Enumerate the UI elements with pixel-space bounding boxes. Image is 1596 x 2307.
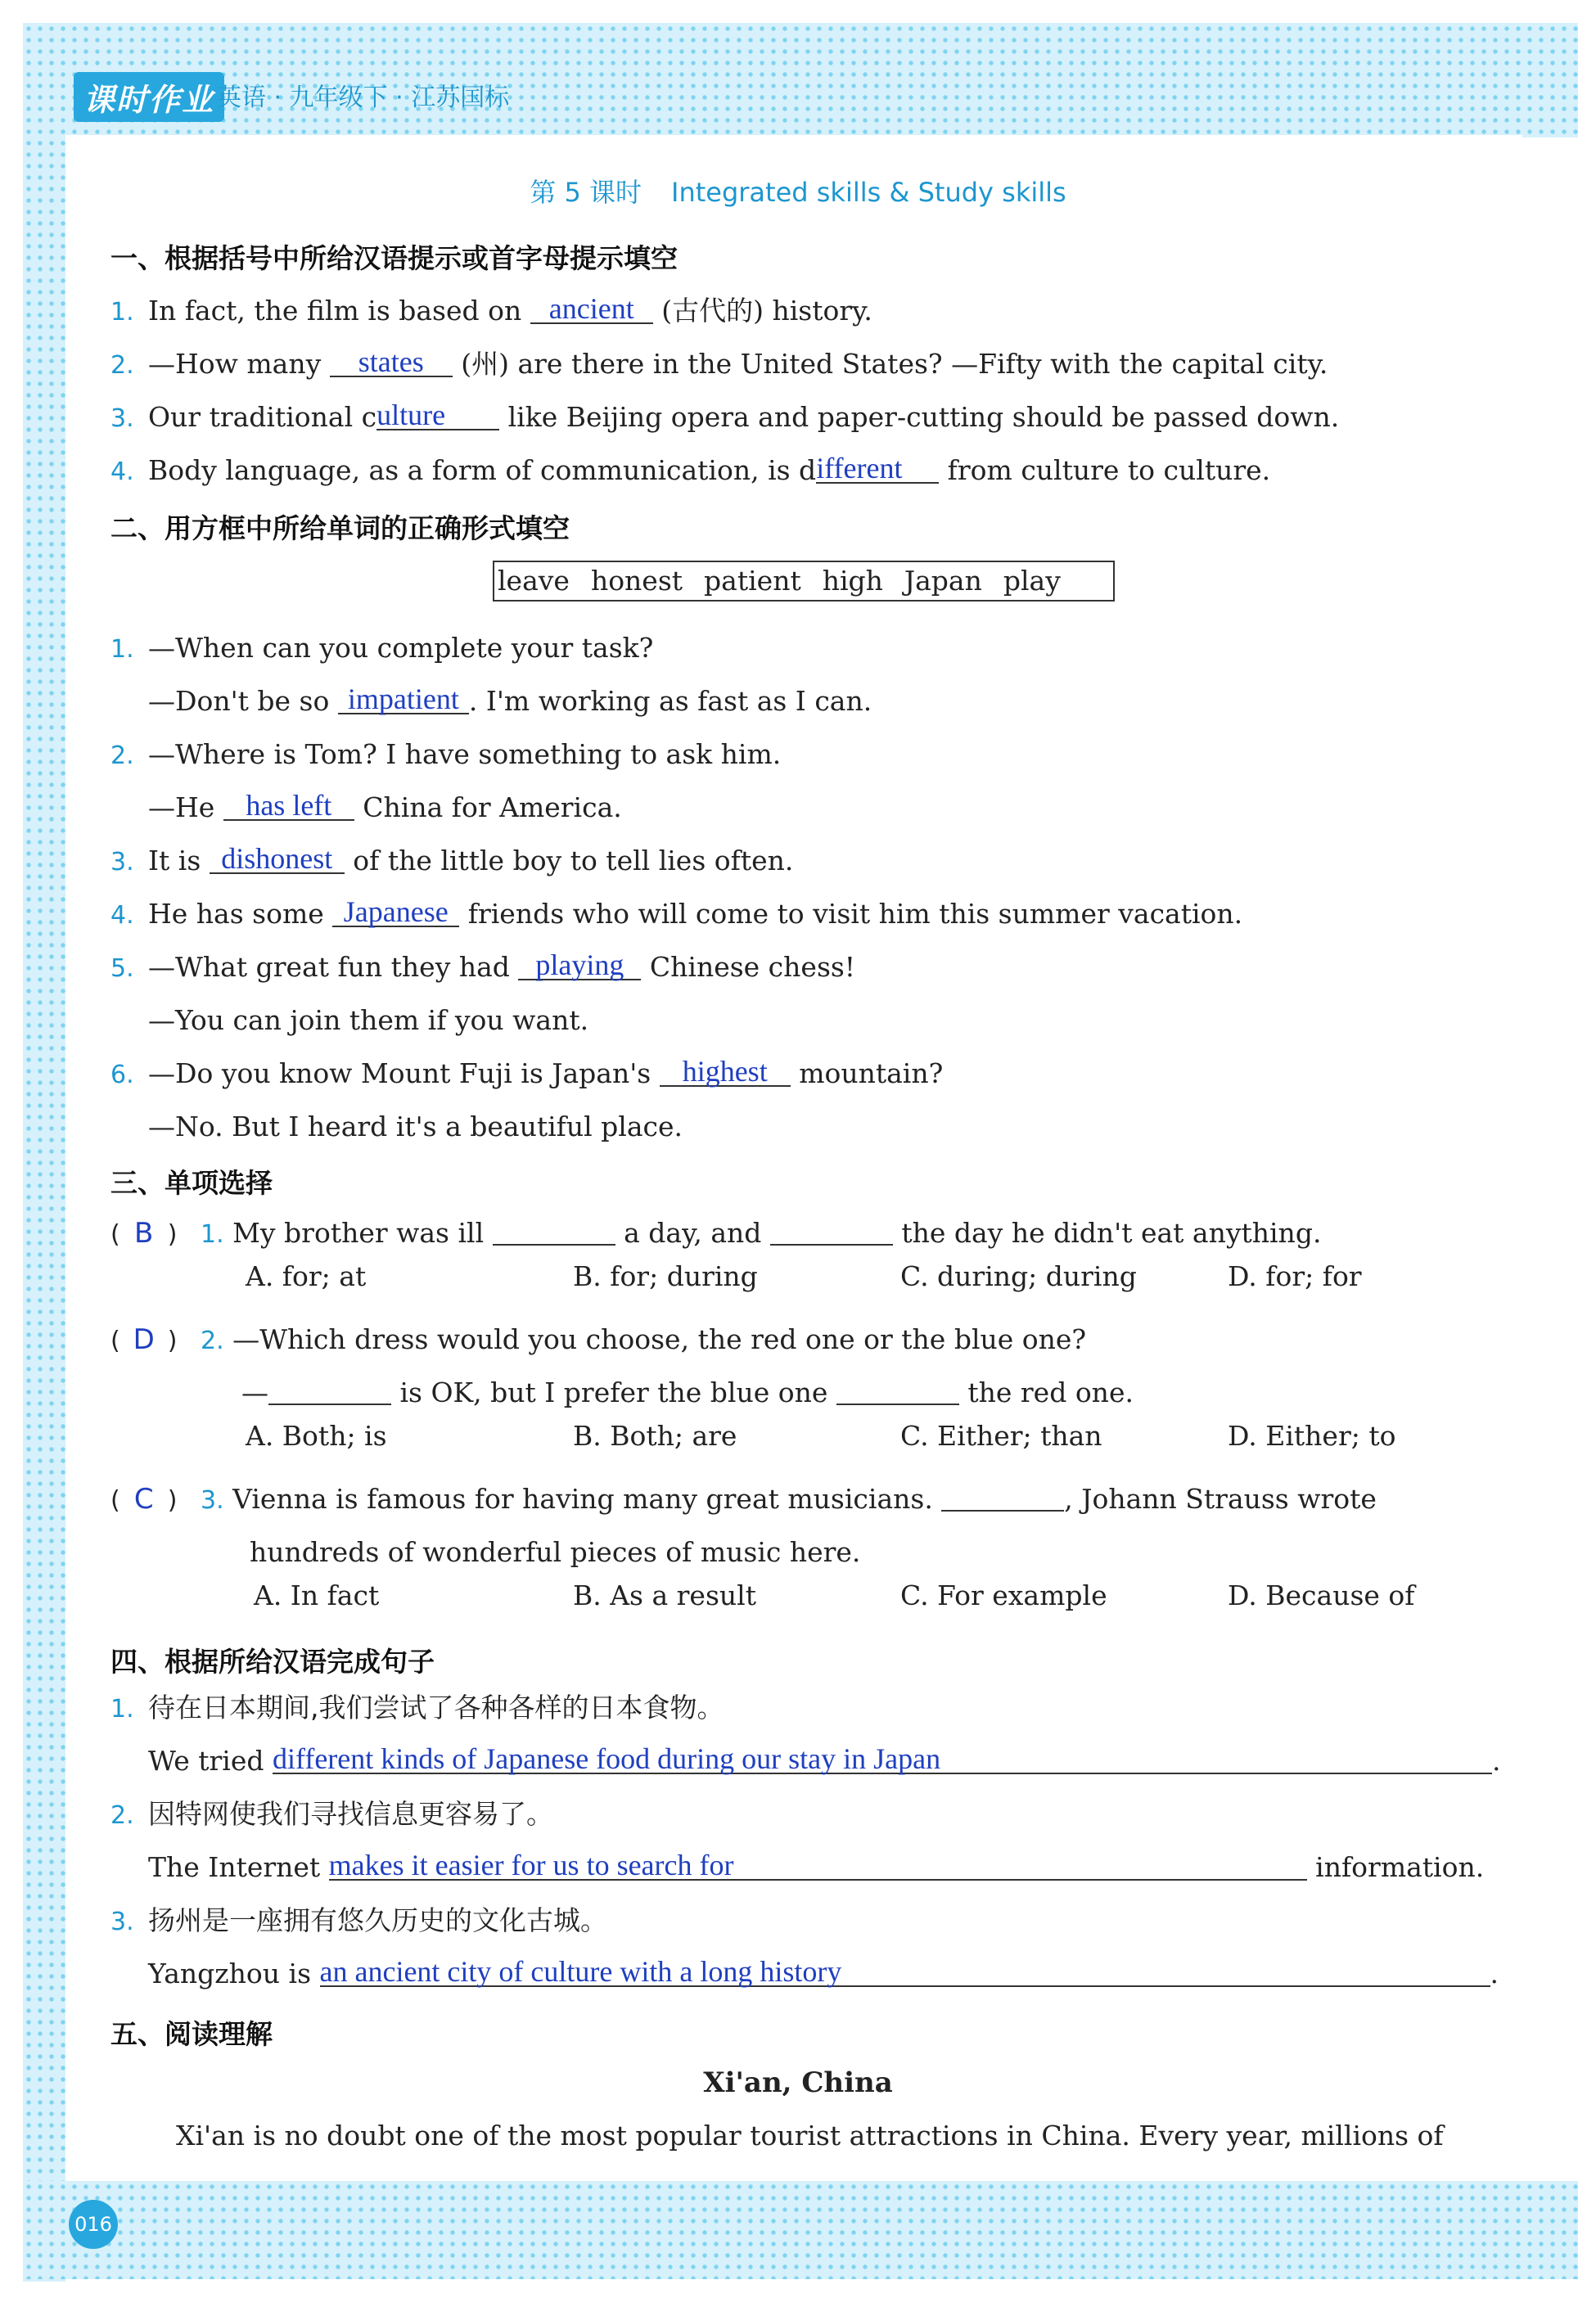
item-number: 1. bbox=[110, 1695, 134, 1723]
item-text: Our traditional c bbox=[148, 401, 377, 433]
answer-blank[interactable]: ulture bbox=[376, 401, 499, 430]
s2-line-3 bbox=[110, 738, 781, 773]
answer-blank[interactable]: states bbox=[330, 348, 453, 377]
item-text: —How many bbox=[148, 348, 330, 380]
item-text: He has some bbox=[148, 898, 333, 930]
section-heading-3: 三、单项选择 bbox=[110, 1167, 273, 1199]
item-text: —Do you know Mount Fuji is Japan's bbox=[148, 1057, 660, 1089]
item-text: —No. But I heard it's a beautiful place. bbox=[148, 1111, 683, 1142]
answer-blank[interactable]: Japanese bbox=[332, 898, 459, 927]
lesson-topic: Integrated skills & Study skills bbox=[671, 177, 1066, 208]
item-number: 2. bbox=[110, 1801, 134, 1830]
chinese-prompt: 因特网使我们寻找信息更容易了。 bbox=[148, 1798, 553, 1830]
blank-line bbox=[836, 1379, 959, 1405]
s1-item-1 bbox=[110, 292, 872, 329]
mc2-option-b[interactable]: B. Both; are bbox=[573, 1420, 737, 1452]
s4-item-1 bbox=[110, 1742, 1501, 1778]
book-subtitle: 英语 · 九年级下 · 江苏国标 bbox=[217, 83, 510, 112]
item-text: . I'm working as fast as I can. bbox=[468, 685, 872, 717]
item-number: 1. bbox=[110, 635, 134, 664]
mc1-option-c[interactable]: C. during; during bbox=[900, 1260, 1137, 1292]
lesson-number: 第 5 课时 bbox=[530, 177, 642, 208]
mc3-option-d[interactable]: D. Because of bbox=[1228, 1579, 1415, 1611]
item-number: 3. bbox=[110, 848, 134, 876]
item-text: (古代的) history. bbox=[652, 295, 872, 327]
answer-blank[interactable]: different kinds of Japanese food during our stay in Japan bbox=[273, 1745, 1492, 1774]
page-number: 016 bbox=[69, 2200, 118, 2249]
s2-line-7 bbox=[110, 948, 856, 985]
reading-title: Xi'an, China bbox=[703, 2066, 893, 2099]
dotted-border-left bbox=[23, 23, 65, 2282]
s2-line-4 bbox=[110, 791, 622, 824]
word-option: honest bbox=[590, 565, 683, 597]
lesson-title bbox=[0, 172, 1596, 210]
s2-line-1 bbox=[110, 632, 653, 666]
answer-blank[interactable]: impatient bbox=[338, 685, 469, 714]
item-number: 3. bbox=[110, 1908, 134, 1936]
mc2-option-d[interactable]: D. Either; to bbox=[1228, 1420, 1396, 1452]
item-text: —What great fun they had bbox=[148, 951, 519, 983]
item-number: 5. bbox=[110, 954, 134, 983]
item-number: 3. bbox=[110, 404, 134, 433]
s4-item-1-cn bbox=[110, 1692, 724, 1726]
item-text: , Johann Strauss wrote bbox=[1064, 1483, 1377, 1515]
item-number: 1. bbox=[201, 1220, 224, 1249]
item-text: is OK, but I prefer the blue one bbox=[391, 1377, 836, 1408]
answer-blank[interactable]: makes it easier for us to search for bbox=[329, 1851, 1307, 1881]
item-text: hundreds of wonderful pieces of music here. bbox=[250, 1536, 861, 1568]
answer-blank[interactable]: an ancient city of culture with a long history bbox=[320, 1958, 1490, 1987]
answer-blank[interactable]: highest bbox=[660, 1057, 791, 1087]
item-text: friends who will come to visit him this summer vacation. bbox=[459, 898, 1243, 930]
s2-line-6 bbox=[110, 895, 1243, 932]
mc-question-2 bbox=[110, 1323, 1086, 1358]
word-option: patient bbox=[704, 565, 801, 597]
item-text: —You can join them if you want. bbox=[148, 1004, 589, 1036]
item-text: a day, and bbox=[615, 1217, 770, 1249]
s4-item-3-cn bbox=[110, 1904, 607, 1939]
mc-answer[interactable]: B bbox=[134, 1217, 154, 1250]
brand-logo: 课时作业 bbox=[74, 72, 224, 122]
s2-line-2 bbox=[110, 685, 872, 718]
item-text: Body language, as a form of communication, is d bbox=[148, 454, 817, 486]
item-number: 2. bbox=[110, 351, 134, 380]
mc3-option-a[interactable]: A. In fact bbox=[254, 1579, 380, 1611]
s2-line-8 bbox=[110, 1004, 588, 1037]
answer-paren: ( D ) bbox=[110, 1323, 178, 1356]
item-number: 1. bbox=[110, 298, 134, 327]
item-text: Vienna is famous for having many great musicians. bbox=[232, 1483, 942, 1515]
mc-answer[interactable]: D bbox=[133, 1323, 155, 1356]
item-number: 4. bbox=[110, 901, 134, 930]
answer-blank[interactable]: ifferent bbox=[816, 454, 939, 484]
item-text: The Internet bbox=[148, 1851, 329, 1883]
blank-line bbox=[770, 1219, 893, 1246]
answer-paren: ( C ) bbox=[110, 1483, 178, 1516]
s1-item-2 bbox=[110, 345, 1328, 382]
word-option: high bbox=[822, 565, 883, 597]
item-text: My brother was ill bbox=[232, 1217, 493, 1249]
blank-line bbox=[268, 1379, 391, 1405]
word-box bbox=[493, 561, 1115, 602]
item-number: 2. bbox=[201, 1327, 224, 1355]
item-text: the red one. bbox=[958, 1377, 1134, 1408]
section-heading-2: 二、用方框中所给单词的正确形式填空 bbox=[110, 512, 570, 544]
word-option: Japan bbox=[904, 565, 982, 597]
word-option: play bbox=[1003, 565, 1061, 597]
item-text: — bbox=[241, 1377, 268, 1408]
item-text: the day he didn't eat anything. bbox=[892, 1217, 1322, 1249]
section-heading-5: 五、阅读理解 bbox=[110, 2018, 273, 2050]
blank-line bbox=[493, 1219, 615, 1246]
section-heading-1: 一、根据括号中所给汉语提示或首字母提示填空 bbox=[110, 242, 678, 274]
item-text: It is bbox=[148, 845, 210, 876]
item-text: from culture to culture. bbox=[939, 454, 1271, 486]
answer-blank[interactable]: playing bbox=[518, 951, 641, 980]
item-text: information. bbox=[1306, 1851, 1485, 1883]
s1-item-4 bbox=[110, 454, 1270, 489]
item-text: In fact, the film is based on bbox=[148, 295, 530, 327]
mc2-option-a[interactable]: A. Both; is bbox=[246, 1420, 387, 1452]
mc-question-2-line-2 bbox=[241, 1377, 1134, 1409]
item-text: We tried bbox=[148, 1745, 273, 1777]
mc-question-1 bbox=[110, 1217, 1321, 1251]
item-text: Yangzhou is bbox=[148, 1958, 320, 1989]
dotted-border-bottom bbox=[23, 2181, 1578, 2279]
item-text: like Beijing opera and paper-cutting should be passed down. bbox=[499, 401, 1340, 433]
item-text: . bbox=[1490, 1958, 1499, 1989]
mc1-option-b[interactable]: B. for; during bbox=[573, 1260, 758, 1292]
mc-question-3-line-2 bbox=[250, 1536, 860, 1569]
item-number: 2. bbox=[110, 741, 134, 770]
s2-line-9 bbox=[110, 1057, 943, 1092]
mc-question-3 bbox=[110, 1483, 1377, 1517]
item-text: mountain? bbox=[790, 1057, 944, 1089]
answer-blank[interactable]: dishonest bbox=[210, 845, 345, 874]
item-text: —Don't be so bbox=[148, 685, 338, 717]
item-text: Chinese chess! bbox=[641, 951, 856, 983]
s4-item-2-cn bbox=[110, 1798, 553, 1832]
item-text: —He bbox=[148, 791, 223, 823]
item-text: . bbox=[1491, 1745, 1501, 1777]
item-number: 3. bbox=[201, 1486, 224, 1515]
mc3-option-c[interactable]: C. For example bbox=[900, 1579, 1107, 1611]
word-option: leave bbox=[498, 565, 570, 597]
mc2-option-c[interactable]: C. Either; than bbox=[900, 1420, 1102, 1452]
mc3-option-b[interactable]: B. As a result bbox=[573, 1579, 756, 1611]
item-text: —Which dress would you choose, the red one or the blue one? bbox=[232, 1323, 1087, 1355]
item-text: —Where is Tom? I have something to ask him. bbox=[148, 738, 782, 770]
blank-line bbox=[941, 1485, 1064, 1512]
mc1-option-a[interactable]: A. for; at bbox=[246, 1260, 367, 1292]
mc1-option-d[interactable]: D. for; for bbox=[1228, 1260, 1362, 1292]
item-text: —When can you complete your task? bbox=[148, 632, 654, 664]
answer-paren: ( B ) bbox=[110, 1217, 178, 1250]
item-text: (州) are there in the United States? —Fifty with the capital city. bbox=[452, 348, 1328, 380]
item-number: 6. bbox=[110, 1061, 134, 1089]
s2-line-10 bbox=[110, 1111, 683, 1143]
reading-paragraph: Xi'an is no doubt one of the most popular tourist attractions in China. Every year, millions of bbox=[176, 2120, 1444, 2152]
chinese-prompt: 待在日本期间,我们尝试了各种各样的日本食物。 bbox=[148, 1692, 724, 1723]
chinese-prompt: 扬州是一座拥有悠久历史的文化古城。 bbox=[148, 1904, 607, 1936]
s4-item-2 bbox=[110, 1851, 1484, 1884]
item-number: 4. bbox=[110, 457, 134, 486]
section-heading-4: 四、根据所给汉语完成句子 bbox=[110, 1646, 435, 1678]
answer-blank[interactable]: ancient bbox=[530, 295, 653, 324]
s2-line-5 bbox=[110, 842, 794, 879]
s4-item-3 bbox=[110, 1955, 1499, 1990]
mc-answer[interactable]: C bbox=[133, 1483, 154, 1516]
item-text: China for America. bbox=[354, 791, 622, 823]
answer-blank[interactable]: has left bbox=[223, 791, 354, 821]
s1-item-3 bbox=[110, 401, 1339, 435]
item-text: of the little boy to tell lies often. bbox=[344, 845, 794, 876]
